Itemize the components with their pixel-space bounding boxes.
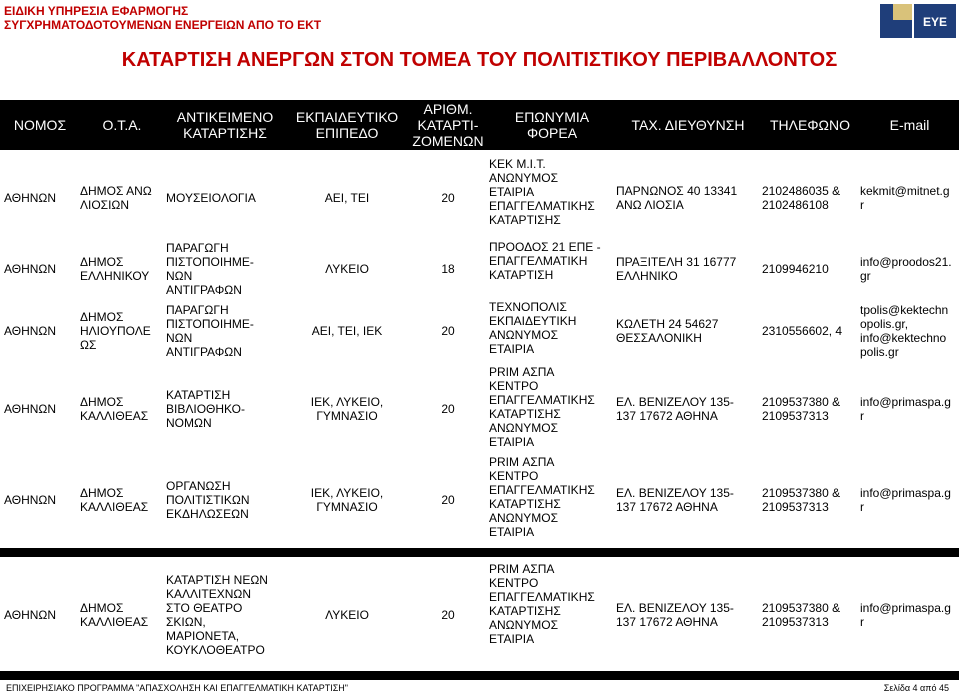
- cell-phone: 2109537380 & 2109537313: [762, 601, 841, 629]
- cell-nomos: ΑΘΗΝΩΝ: [4, 493, 57, 507]
- cell-address: ΕΛ. ΒΕΝΙΖΕΛΟΥ 135- 137 17672 ΑΘΗΝΑ: [616, 601, 734, 629]
- cell-address: ΕΛ. ΒΕΝΙΖΕΛΟΥ 135- 137 17672 ΑΘΗΝΑ: [616, 486, 734, 514]
- agency-name-line1: ΕΙΔΙΚΗ ΥΠΗΡΕΣΙΑ ΕΦΑΡΜΟΓΗΣ: [4, 4, 189, 18]
- cell-level: ΙΕΚ, ΛΥΚΕΙΟ, ΓΥΜΝΑΣΙΟ: [310, 486, 384, 514]
- cell-provider: ΚΕΚ Μ.Ι.Τ. ΑΝΩΝΥΜΟΣ ΕΤΑΙΡΙΑ ΕΠΑΓΓΕΛΜΑΤΙΚΗΣ ΚΑΤΑΡΤΙΣΗΣ: [489, 157, 595, 227]
- logo-block-gold: [893, 4, 912, 20]
- col-header-nomos: ΝΟΜΟΣ: [13, 117, 67, 133]
- cell-ota: ΔΗΜΟΣ ΚΑΛΛΙΘΕΑΣ: [80, 395, 149, 423]
- cell-subject: ΠΑΡΑΓΩΓΗ ΠΙΣΤΟΠΟΙΗΜΕ- ΝΩΝ ΑΝΤΙΓΡΑΦΩΝ: [166, 241, 254, 297]
- cell-level: ΑΕΙ, ΤΕΙ, ΙΕΚ: [311, 324, 383, 338]
- cell-email[interactable]: info@primaspa.g r: [860, 486, 951, 514]
- table-footer-band: [0, 671, 959, 680]
- footer-program: ΕΠΙΧΕΙΡΗΣΙΑΚΟ ΠΡΟΓΡΑΜΜΑ "ΑΠΑΣΧΟΛΗΣΗ ΚΑΙ ΕΠΑΓΓΕΛΜΑΤΙΚΗ ΚΑΤΑΡΤΙΣΗ": [6, 683, 348, 693]
- page-title: ΚΑΤΑΡΤΙΣΗ ΑΝΕΡΓΩΝ ΣΤΟΝ ΤΟΜΕΑ ΤΟΥ ΠΟΛΙΤΙΣΤΙΚΟΥ ΠΕΡΙΒΑΛΛΟΝΤΟΣ: [121, 49, 838, 71]
- cell-email[interactable]: info@primaspa.g r: [860, 395, 951, 423]
- footer-page-number: Σελίδα 4 από 45: [883, 683, 949, 693]
- col-header-address: ΤΑΧ. ΔΙΕΥΘΥΝΣΗ: [631, 117, 745, 133]
- cell-address: ΚΩΛΕΤΗ 24 54627 ΘΕΣΣΑΛΟΝΙΚΗ: [616, 317, 719, 345]
- cell-email[interactable]: tpolis@kektechn opolis.gr, info@kektechno polis.gr: [860, 303, 949, 359]
- cell-provider: PRIM ΑΣΠΑ ΚΕΝΤΡΟ ΕΠΑΓΓΕΛΜΑΤΙΚΗΣ ΚΑΤΑΡΤΙΣΗΣ ΑΝΩΝΥΜΟΣ ΕΤΑΙΡΙΑ: [489, 365, 595, 449]
- cell-count: 20: [441, 608, 455, 622]
- col-header-subject: ΑΝΤΙΚΕΙΜΕΝΟ ΚΑΤΑΡΤΙΣΗΣ: [176, 109, 274, 141]
- cell-nomos: ΑΘΗΝΩΝ: [4, 191, 57, 205]
- cell-provider: PRIM ΑΣΠΑ ΚΕΝΤΡΟ ΕΠΑΓΓΕΛΜΑΤΙΚΗΣ ΚΑΤΑΡΤΙΣΗΣ ΑΝΩΝΥΜΟΣ ΕΤΑΙΡΙΑ: [489, 562, 595, 646]
- col-header-phone: ΤΗΛΕΦΩΝΟ: [770, 117, 850, 133]
- col-header-provider: ΕΠΩΝΥΜΙΑ ΦΟΡΕΑ: [514, 109, 590, 141]
- cell-count: 20: [441, 493, 455, 507]
- agency-name-line2: ΣΥΓΧΡΗΜΑΤΟΔΟΤΟΥΜΕΝΩΝ ΕΝΕΡΓΕΙΩΝ ΑΠΟ ΤΟ ΕΚΤ: [4, 18, 322, 32]
- cell-level: ΙΕΚ, ΛΥΚΕΙΟ, ΓΥΜΝΑΣΙΟ: [310, 395, 384, 423]
- cell-ota: ΔΗΜΟΣ ΕΛΛΗΝΙΚΟΥ: [80, 255, 150, 283]
- cell-level: ΛΥΚΕΙΟ: [325, 262, 369, 276]
- cell-email[interactable]: info@primaspa.g r: [860, 601, 951, 629]
- cell-count: 18: [441, 262, 455, 276]
- eye-logo: [879, 2, 957, 40]
- cell-provider: ΠΡΟΟΔΟΣ 21 ΕΠΕ - ΕΠΑΓΓΕΛΜΑΤΙΚΗ ΚΑΤΑΡΤΙΣΗ: [489, 240, 601, 282]
- cell-phone: 2109537380 & 2109537313: [762, 486, 841, 514]
- cell-count: 20: [441, 402, 455, 416]
- cell-ota: ΔΗΜΟΣ ΗΛΙΟΥΠΟΛΕ ΩΣ: [80, 310, 151, 352]
- cell-nomos: ΑΘΗΝΩΝ: [4, 262, 57, 276]
- col-header-ota: Ο.Τ.Α.: [102, 117, 142, 133]
- cell-phone: 2109946210: [762, 262, 829, 276]
- cell-subject: ΜΟΥΣΕΙΟΛΟΓΙΑ: [166, 191, 256, 205]
- cell-address: ΠΡΑΞΙΤΕΛΗ 31 16777 ΕΛΛΗΝΙΚΟ: [616, 255, 737, 283]
- cell-subject: ΠΑΡΑΓΩΓΗ ΠΙΣΤΟΠΟΙΗΜΕ- ΝΩΝ ΑΝΤΙΓΡΑΦΩΝ: [166, 303, 254, 359]
- cell-ota: ΔΗΜΟΣ ΚΑΛΛΙΘΕΑΣ: [80, 601, 149, 629]
- col-header-email: E-mail: [889, 117, 930, 133]
- table-divider-band: [0, 548, 959, 557]
- cell-provider: ΤΕΧΝΟΠΟΛΙΣ ΕΚΠΑΙΔΕΥΤΙΚΗ ΑΝΩΝΥΜΟΣ ΕΤΑΙΡΙΑ: [489, 300, 577, 356]
- cell-level: ΛΥΚΕΙΟ: [325, 608, 369, 622]
- cell-address: ΠΑΡΝΩΝΟΣ 40 13341 ΑΝΩ ΛΙΟΣΙΑ: [616, 184, 738, 212]
- cell-email[interactable]: kekmit@mitnet.g r: [860, 184, 950, 212]
- cell-nomos: ΑΘΗΝΩΝ: [4, 324, 57, 338]
- cell-count: 20: [441, 324, 455, 338]
- cell-provider: PRIM ΑΣΠΑ ΚΕΝΤΡΟ ΕΠΑΓΓΕΛΜΑΤΙΚΗΣ ΚΑΤΑΡΤΙΣΗΣ ΑΝΩΝΥΜΟΣ ΕΤΑΙΡΙΑ: [489, 455, 595, 539]
- logo-text: ΕΥΕ: [922, 15, 948, 29]
- cell-ota: ΔΗΜΟΣ ΚΑΛΛΙΘΕΑΣ: [80, 486, 149, 514]
- cell-subject: ΟΡΓΑΝΩΣΗ ΠΟΛΙΤΙΣΤΙΚΩΝ ΕΚΔΗΛΩΣΕΩΝ: [166, 479, 250, 521]
- cell-nomos: ΑΘΗΝΩΝ: [4, 608, 57, 622]
- col-header-count: ΑΡΙΘΜ. ΚΑΤΑΡΤΙ- ΖΟΜΕΝΩΝ: [412, 101, 484, 149]
- cell-email[interactable]: info@proodos21. gr: [860, 255, 952, 283]
- cell-count: 20: [441, 191, 455, 205]
- cell-address: ΕΛ. ΒΕΝΙΖΕΛΟΥ 135- 137 17672 ΑΘΗΝΑ: [616, 395, 734, 423]
- cell-phone: 2310556602, 4: [762, 324, 843, 338]
- cell-ota: ΔΗΜΟΣ ΑΝΩ ΛΙΟΣΙΩΝ: [80, 184, 152, 212]
- cell-nomos: ΑΘΗΝΩΝ: [4, 402, 57, 416]
- cell-phone: 2102486035 & 2102486108: [762, 184, 841, 212]
- cell-subject: ΚΑΤΑΡΤΙΣΗ ΝΕΩΝ ΚΑΛΛΙΤΕΧΝΩΝ ΣΤΟ ΘΕΑΤΡΟ ΣΚΙΩΝ, ΜΑΡΙΟΝΕΤΑ, ΚΟΥΚΛΟΘΕΑΤΡΟ: [166, 573, 268, 657]
- col-header-level: ΕΚΠΑΙΔΕΥΤΙΚΟ ΕΠΙΠΕΔΟ: [295, 109, 399, 141]
- cell-phone: 2109537380 & 2109537313: [762, 395, 841, 423]
- cell-level: ΑΕΙ, ΤΕΙ: [324, 191, 370, 205]
- cell-subject: ΚΑΤΑΡΤΙΣΗ ΒΙΒΛΙΟΘΗΚΟ- ΝΟΜΩΝ: [166, 388, 245, 430]
